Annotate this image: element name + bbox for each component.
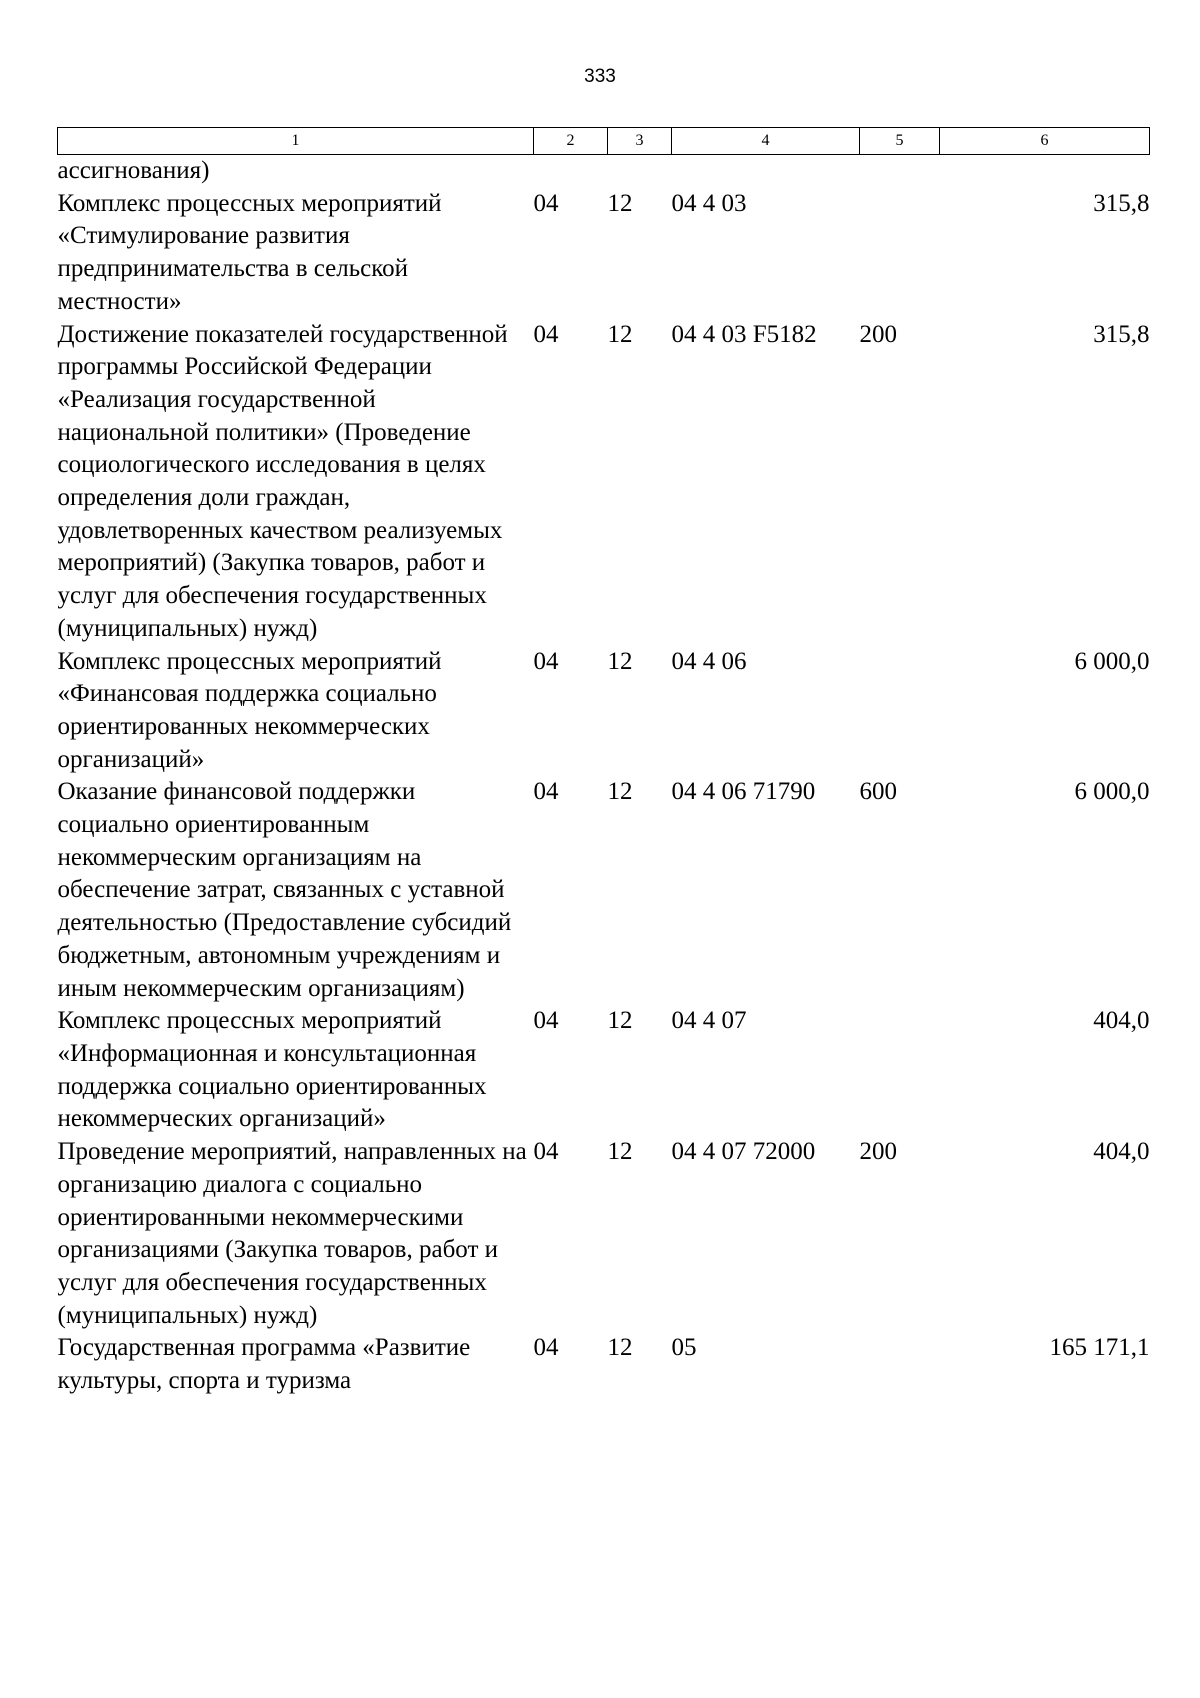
row-name: ассигнования) [57,157,210,184]
row-amount [940,155,1150,188]
row-name: Комплекс процессных мероприятий «Стимулирование развития предпринимательства в сельской местности» [57,189,442,315]
row-amount: 6 000,0 [1074,647,1150,675]
row-section: 04 [533,1334,559,1362]
row-name: Проведение мероприятий, направленных на организацию диалога с социально ориентированными некоммерческими организациями (Закупка товаров, работ и услуг для обеспечения государственных (муниципальных) нужд) [57,1138,527,1329]
table-row [58,1005,1150,1136]
table-row [58,646,1150,777]
row-amount: 404,0 [1093,1138,1150,1166]
column-header-1: 1 [58,128,534,155]
column-header-4: 4 [672,128,860,155]
row-section: 04 [533,189,559,217]
row-subsection: 12 [607,320,633,348]
column-header-2: 2 [534,128,608,155]
row-subsection: 12 [607,778,633,806]
row-target-article: 04 4 07 [671,1007,747,1035]
row-target-article [672,155,860,188]
row-target-article: 04 4 03 F5182 [671,320,817,348]
row-expense-type [860,1332,940,1397]
row-amount: 315,8 [1093,189,1150,217]
row-name: Комплекс процессных мероприятий «Финансовая поддержка социально ориентированных некоммерческих организаций» [57,647,442,773]
row-expense-type: 600 [859,778,897,806]
table-header-row [58,128,1150,155]
table-row [58,155,1150,188]
row-name: Оказание финансовой поддержки социально ориентированным некоммерческим организациям на обеспечение затрат, связанных с уставной деятельностью (Предоставление субсидий бюджетным, автономным учреждениям и иным некоммерческим организациям) [57,778,512,1002]
row-subsection: 12 [607,1007,633,1035]
row-section: 04 [533,1007,559,1035]
page-number: 333 [584,66,616,87]
row-subsection: 12 [607,1334,633,1362]
row-name: Государственная программа «Развитие культуры, спорта и туризма [57,1334,471,1395]
row-expense-type: 200 [859,1138,897,1166]
row-target-article: 04 4 07 72000 [671,1138,816,1166]
row-amount: 165 171,1 [1049,1334,1150,1362]
row-section [534,155,608,188]
row-target-article: 04 4 06 [671,647,747,675]
row-subsection [608,155,672,188]
row-subsection: 12 [607,647,633,675]
row-target-article: 04 4 06 71790 [671,778,816,806]
row-expense-type [860,188,940,319]
table-row [58,1332,1150,1397]
row-subsection: 12 [607,1138,633,1166]
table-row [58,319,1150,646]
row-section: 04 [533,320,559,348]
row-target-article: 04 4 03 [671,189,747,217]
table-row [58,776,1150,1005]
row-section: 04 [533,647,559,675]
row-expense-type [860,1005,940,1136]
row-expense-type: 200 [859,320,897,348]
column-header-6: 6 [940,128,1150,155]
row-subsection: 12 [607,189,633,217]
row-amount: 315,8 [1093,320,1150,348]
row-name: Комплекс процессных мероприятий «Информационная и консультационная поддержка социально ориентированных некоммерческих организаций» [57,1007,487,1133]
row-section: 04 [533,778,559,806]
table-row [58,1136,1150,1332]
column-header-3: 3 [608,128,672,155]
row-expense-type [860,646,940,777]
row-target-article: 05 [671,1334,697,1362]
column-header-5: 5 [860,128,940,155]
row-expense-type [860,155,940,188]
row-amount: 6 000,0 [1074,778,1150,806]
table-row [58,188,1150,319]
row-name: Достижение показателей государственной программы Российской Федерации «Реализация государственной национальной политики» (Проведение социологического исследования в целях определения доли граждан, удовлетворенных качеством реализуемых мероприятий) (Закупка товаров, работ и услуг для обеспечения государственных (муниципальных) нужд) [57,320,508,642]
budget-table [57,127,1150,1398]
row-section: 04 [533,1138,559,1166]
row-amount: 404,0 [1093,1007,1150,1035]
